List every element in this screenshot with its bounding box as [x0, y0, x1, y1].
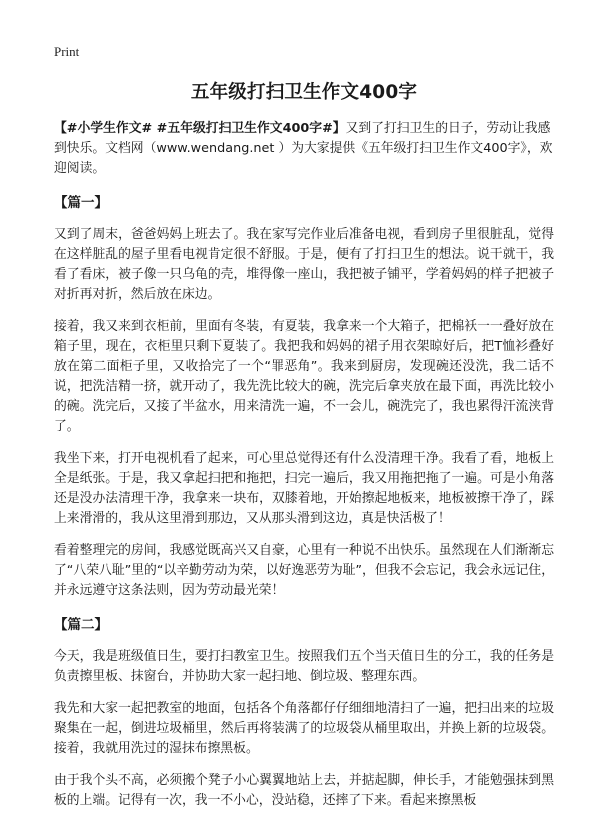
section-2: [54, 613, 554, 811]
article: [54, 78, 554, 823]
paragraph: 又到了周末，爸爸妈妈上班去了。我在家写完作业后准备电视，看到房子里很脏乱，觉得在这样脏乱的屋子里看电视肯定很不舒服。于是，便有了打扫卫生的想法。说干就干，我看了看床，被子像一只乌龟的壳，堆得像一座山，我把被子铺平，学着妈妈的样子把被子对折再对折，然后放在床边。: [54, 227, 554, 302]
intro-tag: 【#小学生作文# #五年级打扫卫生作文400字#】: [54, 121, 346, 136]
paragraph: 我坐下来，打开电视机看了起来，可心里总觉得还有什么没清理干净。我看了看，地板上全是纸张。于是，我又拿起扫把和拖把，扫完一遍后，我又用拖把拖了一遍。可是小角落还是没办法清理干净，我拿来一块布，双膝着地，开始擦起地板来，地板被擦干净了，踩上来滑滑的，我从这里滑到那边，又从那头滑到这边，真是快活极了！: [54, 451, 554, 526]
print-link[interactable]: Print: [54, 44, 80, 59]
intro-text: 又到了打扫卫生的日子，劳动让我感到快乐。文档网（www.wendang.net ）为大家提供《五年级打扫卫生作文400字》，欢迎阅读。: [54, 121, 553, 176]
section-heading: 【篇一】: [54, 195, 108, 211]
page-title: 五年级打扫卫生作文400字: [190, 82, 418, 103]
paragraph: 接着，我又来到衣柜前，里面有冬装，有夏装，我拿来一个大箱子，把棉袄一一叠好放在箱子里，现在，衣柜里只剩下夏装了。我把我和妈妈的裙子用衣架晾好后，把T恤衫叠好放在第二面柜子里，又收拾完了一个“罪恶角”。我来到厨房，发现碗还没洗，我二话不说，把洗洁精一挤，就开动了，我先洗比较大的碗，洗完后拿夹放在最下面，再洗比较小的碗。洗完后，又接了半盆水，用来清洗一遍，不一会儿，碗洗完了，我也累得汗流浃背了。: [54, 319, 554, 434]
section-1: [54, 191, 554, 601]
paragraph: 我先和大家一起把教室的地面，包括各个角落都仔仔细细地清扫了一遍，把扫出来的垃圾聚集在一起，倒进垃圾桶里，然后再将装满了的垃圾袋从桶里取出，并换上新的垃圾袋。接着，我就用洗过的湿抹布擦黑板。: [54, 701, 554, 756]
intro-paragraph: [54, 119, 554, 179]
paragraph: 由于我个头不高，必须搬个凳子小心翼翼地站上去，并掂起脚，伸长手，才能勉强抹到黑板的上端。记得有一次，我一不小心，没站稳，还摔了下来。看起来擦黑板: [54, 773, 554, 808]
paragraph: 今天，我是班级值日生，要打扫教室卫生。按照我们五个当天值日生的分工，我的任务是负责擦里板、抹窗台，并协助大家一起扫地、倒垃圾、整理东西。: [54, 649, 554, 684]
paragraph: 看着整理完的房间，我感觉既高兴又自豪，心里有一种说不出快乐。虽然现在人们渐渐忘了“八荣八耻”里的“以辛勤劳动为荣，以好逸恶劳为耻”，但我不会忘记，我会永远记住，并永远遵守这条法则，因为劳动最光荣！: [54, 543, 555, 598]
section-heading: 【篇二】: [54, 617, 108, 633]
